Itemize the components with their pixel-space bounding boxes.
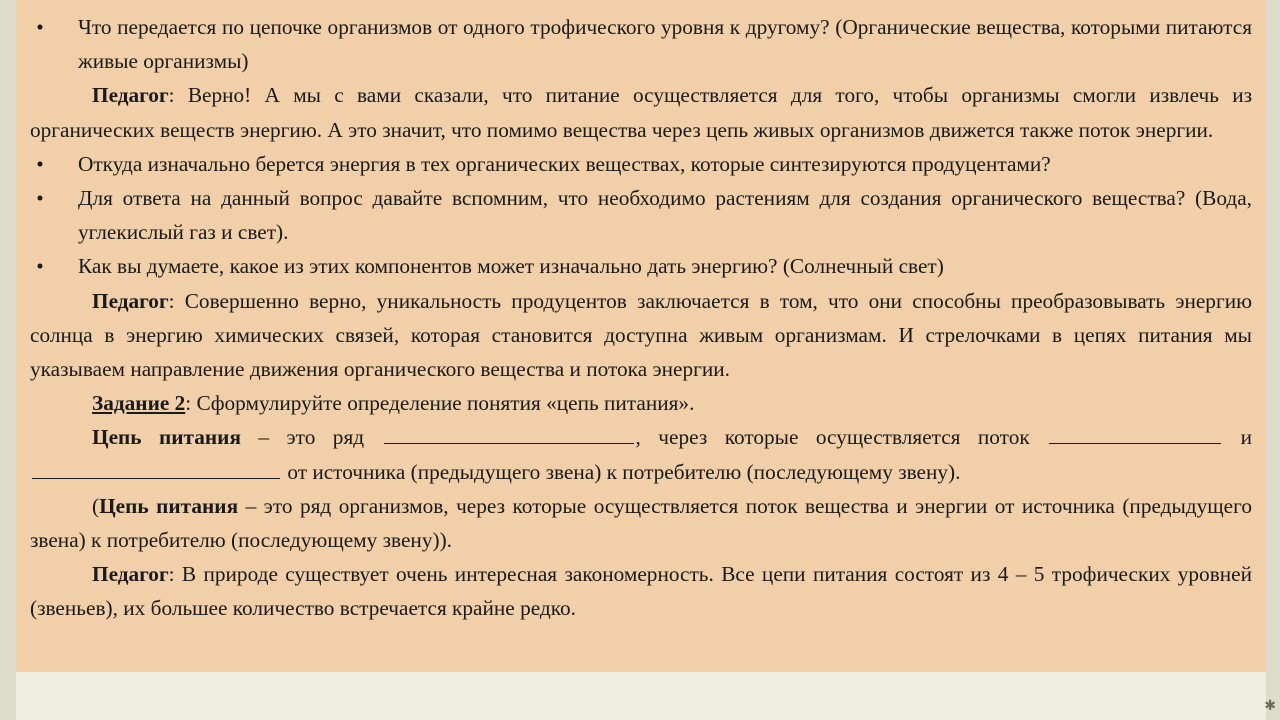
teacher-paragraph-2 xyxy=(30,284,1252,387)
task-text: : Сформулируйте определение понятия «цепь питания». xyxy=(185,391,695,416)
definition-fill-in-paragraph xyxy=(30,420,1252,488)
paragraph-text: : В природе существует очень интересная закономерность. Все цепи питания состоят из 4 – 5 трофических уровней (звеньев), их большее количество встречается крайне редко. xyxy=(30,562,1252,621)
blank-line-3[interactable] xyxy=(32,456,280,479)
blank-line-1[interactable] xyxy=(384,421,634,444)
star-icon: ✱ xyxy=(1264,698,1276,714)
bullet-dot: • xyxy=(36,254,44,279)
bullet-text: Что передается по цепочке организмов от одного трофического уровня к другому? (Органические вещества, которыми питаются живые организмы) xyxy=(78,15,1252,74)
speaker-label: Педагог xyxy=(92,83,169,108)
definition-part-2: , через которые осуществляется поток xyxy=(635,425,1048,450)
document-page xyxy=(16,0,1266,672)
bullet-text: Откуда изначально берется энергия в тех органических веществах, которые синтезируются продуцентами? xyxy=(78,151,1051,176)
definition-term: Цепь питания xyxy=(92,425,241,450)
paragraph-text: : Совершенно верно, уникальность продуцентов заключается в том, что они способны преобразовывать энергию солнца в энергию химических связей, которая становится доступна живым организмам. И стрелочками в цепях питания мы указываем направление движения органического вещества и потока энергии. xyxy=(30,288,1252,382)
paragraph-text: – это ряд организмов, через которые осуществляется поток вещества и энергии от источника (предыдущего звена) к потребителю (последующему звену)). xyxy=(30,493,1252,553)
definition-term: Цепь питания xyxy=(99,493,239,518)
bullet-text: Для ответа на данный вопрос давайте вспомним, что необходимо растениям для создания органического вещества? (Вода, углекислый газ и свет). xyxy=(78,186,1252,245)
definition-part-1: – это ряд xyxy=(240,425,382,450)
speaker-label: Педагог xyxy=(92,288,169,313)
bullet-question-4 xyxy=(30,249,1252,283)
definition-answer-paragraph xyxy=(30,489,1252,557)
speaker-label: Педагог xyxy=(92,562,169,587)
definition-part-3: и xyxy=(1223,425,1253,450)
bullet-text: Как вы думаете, какое из этих компонентов может изначально дать энергию? (Солнечный свет) xyxy=(78,254,944,279)
teacher-paragraph-1 xyxy=(30,78,1252,146)
definition-part-4: от источника (предыдущего звена) к потребителю (последующему звену). xyxy=(282,459,961,484)
bullet-dot: • xyxy=(36,186,44,211)
task-label: Задание 2 xyxy=(92,391,186,416)
right-margin-strip xyxy=(1266,0,1280,720)
bullet-dot: • xyxy=(36,151,44,176)
blank-line-2[interactable] xyxy=(1049,421,1221,444)
bullet-question-1 xyxy=(30,10,1252,78)
paragraph-text: : Верно! А мы с вами сказали, что питание осуществляется для того, чтобы организмы смогли извлечь из органических веществ энергию. А это значит, что помимо вещества через цепь живых организмов движется также поток энергии. xyxy=(30,83,1252,142)
open-paren: ( xyxy=(92,493,100,518)
bullet-question-3 xyxy=(30,181,1252,249)
bullet-question-2 xyxy=(30,147,1252,181)
task-paragraph xyxy=(30,386,1252,420)
left-margin-strip xyxy=(0,0,16,720)
bullet-dot: • xyxy=(36,15,44,39)
teacher-paragraph-3 xyxy=(30,557,1252,625)
